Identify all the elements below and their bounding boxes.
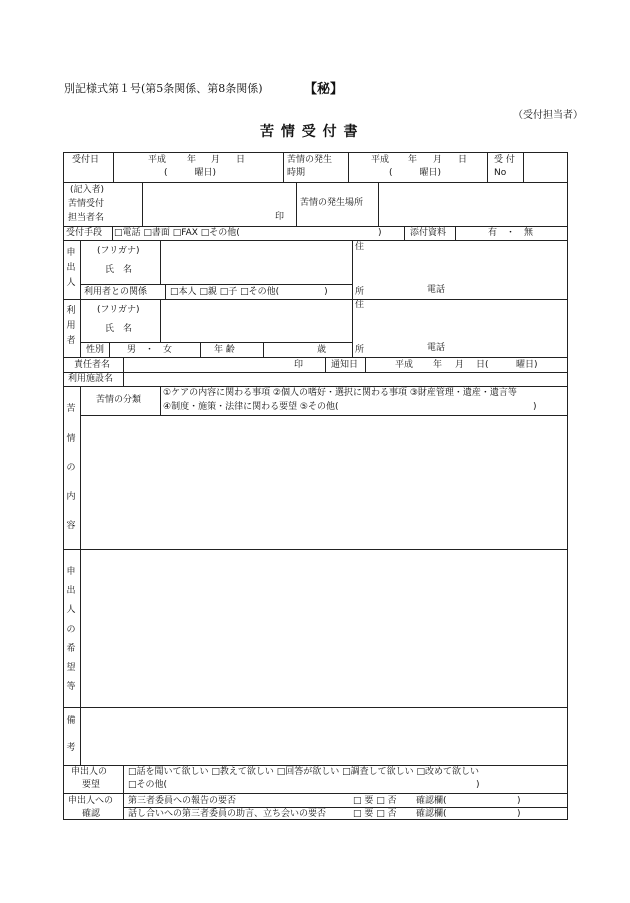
confirmation-label: 申出人への <box>68 796 114 806</box>
receipt-day-label: 日 <box>236 155 246 165</box>
rule <box>142 182 143 226</box>
receipt-month-label: 月 <box>211 155 221 165</box>
rule <box>325 357 326 372</box>
rule <box>63 299 568 300</box>
remarks-content-area[interactable] <box>81 708 567 764</box>
rule <box>63 372 568 373</box>
request-other[interactable]: □その他( <box>128 780 168 790</box>
occurrence-day-label: 日 <box>458 155 468 165</box>
user-furigana-label: (フリガナ) <box>97 305 140 315</box>
staff-note: （受付担当者） <box>513 110 583 121</box>
complaint-category-line1[interactable]: ①ケアの内容に関わる事項 ②個人の嗜好・選択に関わる事項 ③財産管理・遺産・遺言等 <box>163 388 517 398</box>
rule <box>404 226 405 240</box>
user-sex-label: 性別 <box>86 345 105 355</box>
applicant-address-label: 住 <box>355 242 365 252</box>
occurrence-weekday: ( 曜日) <box>389 168 442 178</box>
rule <box>80 342 352 343</box>
rule <box>80 240 81 357</box>
confirm-item-advice: 話し合いへの第三者委員の助言、立ち会いの要否 <box>128 809 327 819</box>
rule <box>63 386 568 387</box>
occurrence-label-2: 時期 <box>287 168 306 178</box>
rule <box>455 226 456 240</box>
user-name-label: 氏 名 <box>105 324 133 334</box>
complaint-category-line2[interactable]: ④制度・施策・法律に関わる要望 ⑤その他( <box>163 402 339 412</box>
wishes-side-label-1: 申 <box>66 567 76 577</box>
wishes-side-label-7: 等 <box>66 682 76 692</box>
rule <box>123 357 124 386</box>
confirm-item-report: 第三者委員への報告の要否 <box>128 796 237 806</box>
rule <box>123 765 124 820</box>
occurrence-month-label: 月 <box>433 155 443 165</box>
complaint-content-area[interactable] <box>81 416 567 548</box>
rule <box>112 226 113 240</box>
confirmation-label-2: 確認 <box>82 809 101 819</box>
manager-label: 責任者名 <box>74 360 111 370</box>
applicant-furigana-label: (フリガナ) <box>97 246 140 256</box>
applicant-name-label: 氏 名 <box>105 265 133 275</box>
notification-date-label: 通知日 <box>331 360 359 370</box>
notification-year-label: 年 <box>433 360 443 370</box>
form-reference: 別記様式第１号(第5条関係、第8条関係) <box>64 82 263 95</box>
receipt-date-label: 受付日 <box>72 155 100 165</box>
complaint-category-label: 苦情の分類 <box>96 395 142 405</box>
recorder-seal: 印 <box>275 212 285 222</box>
request-options[interactable]: □話を聞いて欲しい □教えて欲しい □回答が欲しい □調査して欲しい □改めて欲しい <box>128 767 479 777</box>
rule <box>378 182 379 226</box>
complaint-side-label-2: 情 <box>66 434 76 444</box>
user-sex-value[interactable]: 男 ・ 女 <box>127 345 173 355</box>
rule <box>63 357 568 358</box>
rule <box>200 342 201 357</box>
user-age-label: 年 齢 <box>214 345 235 355</box>
rule <box>123 807 568 808</box>
remarks-side-label-1: 備 <box>66 716 76 726</box>
remarks-side-label-2: 考 <box>66 743 76 753</box>
confirm-check-report: 確認欄( <box>416 796 447 806</box>
confirm-check-advice: 確認欄( <box>416 809 447 819</box>
manager-seal: 印 <box>294 360 304 370</box>
recorder-label: (記入者) <box>70 185 105 195</box>
user-side-label-3: 者 <box>66 336 76 346</box>
receipt-year-label: 年 <box>187 155 197 165</box>
confirm-choice-advice[interactable]: □ 要 □ 否 <box>353 809 397 819</box>
applicant-side-label-3: 人 <box>66 278 76 288</box>
attachment-label: 添付資料 <box>410 228 447 238</box>
recorder-label-2: 苦情受付 <box>68 199 105 209</box>
confirm-check-advice-close: ) <box>517 809 521 819</box>
complaint-side-label-5: 容 <box>66 521 76 531</box>
notification-month-label: 月 <box>455 360 465 370</box>
complaint-side-label-3: の <box>66 463 76 473</box>
rule <box>296 182 297 226</box>
occurrence-label: 苦情の発生 <box>287 155 333 165</box>
request-label: 申出人の <box>71 767 108 777</box>
applicant-side-label-1: 申 <box>66 248 76 258</box>
rule <box>165 284 166 299</box>
rule <box>283 152 284 182</box>
rule <box>63 765 568 766</box>
occurrence-era: 平成 <box>371 155 390 165</box>
complaint-side-label-1: 苦 <box>66 404 76 414</box>
applicant-phone-label: 電話 <box>427 285 446 295</box>
occurrence-year-label: 年 <box>408 155 418 165</box>
user-age-unit: 歳 <box>317 345 327 355</box>
wishes-side-label-3: 人 <box>66 605 76 615</box>
rule <box>160 386 161 415</box>
rule <box>523 152 524 182</box>
receipt-number-label: 受 付 <box>494 155 515 165</box>
wishes-content-area[interactable] <box>81 550 567 706</box>
rule <box>365 357 366 372</box>
rule <box>80 284 352 285</box>
confidential-mark: 【秘】 <box>304 82 344 97</box>
reception-method-close: ) <box>378 228 382 238</box>
attachment-value[interactable]: 有 ・ 無 <box>488 228 534 238</box>
applicant-address-label-2: 所 <box>355 287 365 297</box>
wishes-side-label-6: 望 <box>66 663 76 673</box>
occurrence-place-label: 苦情の発生場所 <box>300 198 364 208</box>
rule <box>63 182 568 183</box>
reception-method-options[interactable]: □電話 □書面 □FAX □その他( <box>114 228 240 238</box>
user-side-label-1: 利 <box>66 306 76 316</box>
rule <box>63 793 568 794</box>
rule <box>352 240 353 357</box>
complaint-side-label-4: 内 <box>66 492 76 502</box>
applicant-relation-label: 利用者との関係 <box>84 287 148 297</box>
confirm-choice-report[interactable]: □ 要 □ 否 <box>353 796 397 806</box>
user-address-label: 住 <box>355 300 365 310</box>
notification-era: 平成 <box>395 360 414 370</box>
user-phone-label: 電話 <box>427 343 446 353</box>
applicant-side-label-2: 出 <box>66 263 76 273</box>
rule <box>113 152 114 182</box>
confirm-check-report-close: ) <box>517 796 521 806</box>
rule <box>160 299 161 342</box>
rule <box>109 342 110 357</box>
reception-method-label: 受付手段 <box>66 228 103 238</box>
rule <box>63 240 568 241</box>
wishes-side-label-4: の <box>66 625 76 635</box>
notification-weekday: 曜日) <box>516 360 538 370</box>
user-address-label-2: 所 <box>355 345 365 355</box>
notification-day-label: 日( <box>476 360 489 370</box>
request-other-close: ) <box>476 780 480 790</box>
receipt-era: 平成 <box>148 155 167 165</box>
user-side-label-2: 用 <box>66 321 76 331</box>
rule <box>160 240 161 284</box>
receipt-number-no: No <box>494 168 507 178</box>
page-title: 苦 情 受 付 書 <box>260 124 359 140</box>
recorder-label-3: 担当者名 <box>68 213 105 223</box>
rule <box>348 152 349 182</box>
wishes-side-label-5: 希 <box>66 644 76 654</box>
rule <box>63 226 568 227</box>
rule <box>487 152 488 182</box>
rule <box>263 342 264 357</box>
request-label-2: 要望 <box>82 780 101 790</box>
complaint-category-close: ) <box>533 402 537 412</box>
receipt-weekday: ( 曜日) <box>164 168 217 178</box>
facility-label: 利用施設名 <box>68 374 114 384</box>
wishes-side-label-2: 出 <box>66 586 76 596</box>
applicant-relation-options[interactable]: □本人 □親 □子 □その他( ) <box>170 287 328 297</box>
